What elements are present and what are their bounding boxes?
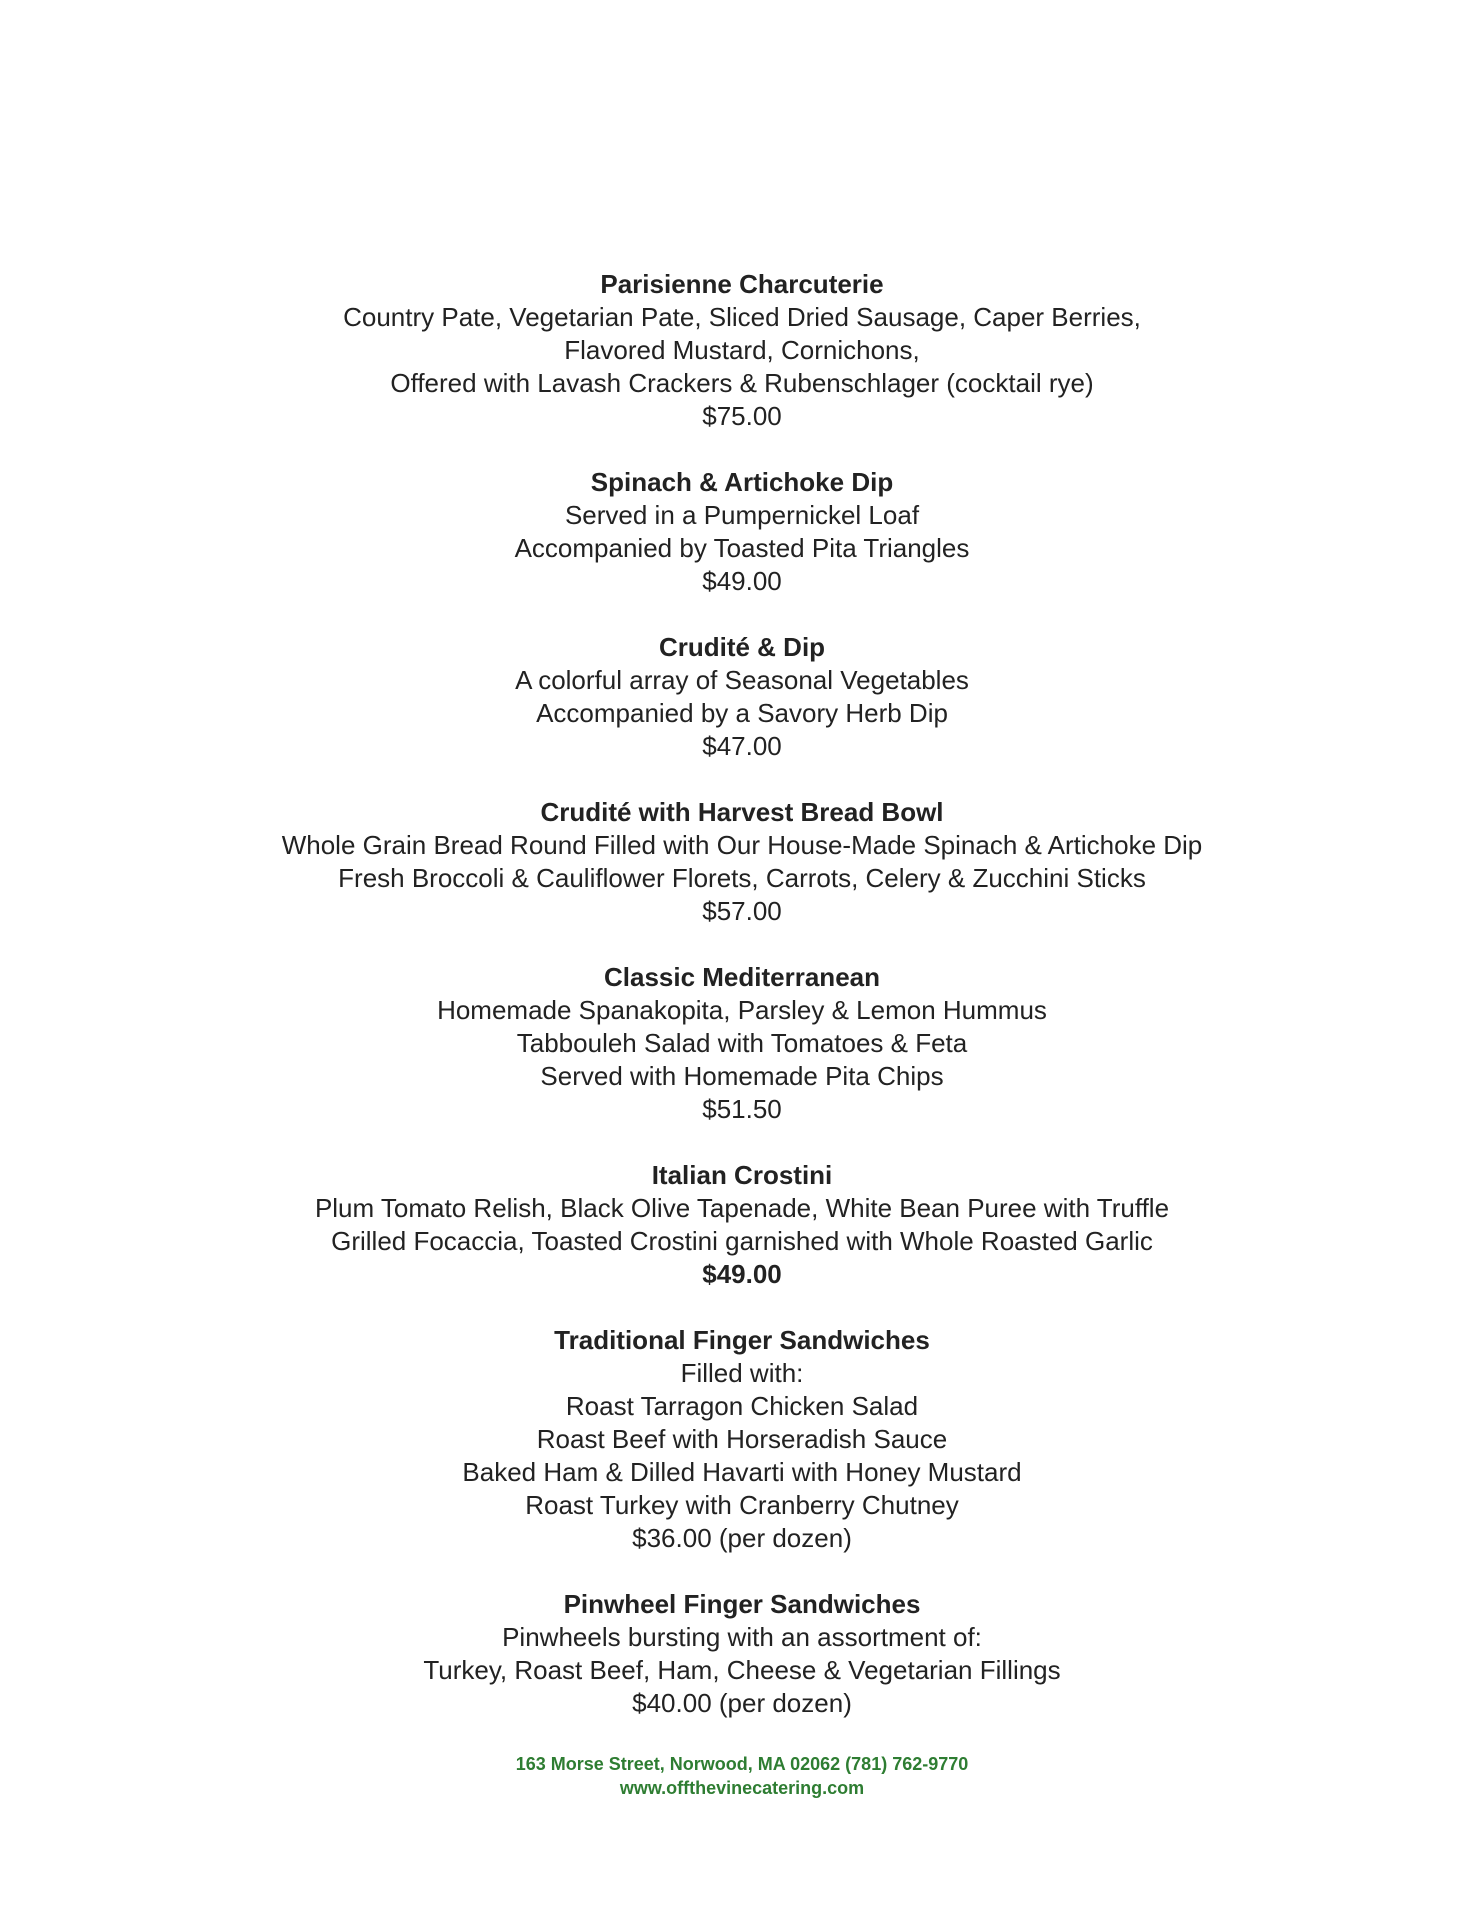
item-description-line: Accompanied by a Savory Herb Dip — [536, 698, 948, 728]
item-description-line: Roast Tarragon Chicken Salad — [565, 1391, 919, 1421]
item-price: $49.00 — [702, 566, 782, 596]
item-description-line: Country Pate, Vegetarian Pate, Sliced Dried Sausage, Caper Berries, — [343, 302, 1141, 332]
item-description-line: A colorful array of Seasonal Vegetables — [515, 665, 969, 695]
item-description-line: Roast Turkey with Cranberry Chutney — [525, 1490, 959, 1520]
footer-website-link[interactable]: www.offthevinecatering.com — [619, 1778, 865, 1798]
menu-item-spinach-artichoke-dip — [0, 466, 1484, 598]
item-price: $51.50 — [702, 1094, 782, 1124]
item-description-line: Served with Homemade Pita Chips — [540, 1061, 944, 1091]
item-description-line: Roast Beef with Horseradish Sauce — [536, 1424, 948, 1454]
item-price: $36.00 (per dozen) — [632, 1523, 852, 1553]
item-title: Pinwheel Finger Sandwiches — [563, 1589, 921, 1619]
item-description-line: Baked Ham & Dilled Havarti with Honey Mustard — [462, 1457, 1022, 1487]
catering-menu — [0, 268, 1484, 1753]
item-title: Crudité & Dip — [658, 632, 826, 662]
item-description-line: Homemade Spanakopita, Parsley & Lemon Hummus — [437, 995, 1047, 1025]
menu-item-italian-crostini — [0, 1159, 1484, 1291]
item-price: $47.00 — [702, 731, 782, 761]
menu-item-traditional-finger-sandwiches — [0, 1324, 1484, 1555]
item-description-line: Plum Tomato Relish, Black Olive Tapenade, White Bean Puree with Truffle — [314, 1193, 1170, 1223]
item-title: Italian Crostini — [651, 1160, 833, 1190]
item-description-line: Served in a Pumpernickel Loaf — [564, 500, 920, 530]
item-price: $57.00 — [702, 896, 782, 926]
item-title: Crudité with Harvest Bread Bowl — [540, 797, 944, 827]
menu-item-crudite-dip — [0, 631, 1484, 763]
item-description-line: Filled with: — [680, 1358, 804, 1388]
menu-item-crudite-harvest-bread-bowl — [0, 796, 1484, 928]
menu-item-pinwheel-finger-sandwiches — [0, 1588, 1484, 1720]
item-description-line: Tabbouleh Salad with Tomatoes & Feta — [516, 1028, 968, 1058]
item-description-line: Grilled Focaccia, Toasted Crostini garnished with Whole Roasted Garlic — [331, 1226, 1153, 1256]
item-title: Traditional Finger Sandwiches — [554, 1325, 930, 1355]
item-title: Classic Mediterranean — [603, 962, 880, 992]
item-description-line: Flavored Mustard, Cornichons, — [564, 335, 920, 365]
footer-contact — [0, 1752, 1484, 1800]
item-price: $75.00 — [702, 401, 782, 431]
item-title: Parisienne Charcuterie — [600, 269, 884, 299]
item-description-line: Turkey, Roast Beef, Ham, Cheese & Vegetarian Fillings — [423, 1655, 1061, 1685]
menu-item-parisienne-charcuterie — [0, 268, 1484, 433]
item-description-line: Whole Grain Bread Round Filled with Our House-Made Spinach & Artichoke Dip — [281, 830, 1203, 860]
item-description-line: Pinwheels bursting with an assortment of: — [502, 1622, 982, 1652]
item-price: $40.00 (per dozen) — [632, 1688, 852, 1718]
item-description-line: Offered with Lavash Crackers & Rubenschlager (cocktail rye) — [390, 368, 1094, 398]
footer-address: 163 Morse Street, Norwood, MA 02062 (781) 762-9770 — [515, 1754, 969, 1774]
item-description-line: Accompanied by Toasted Pita Triangles — [514, 533, 970, 563]
item-description-line: Fresh Broccoli & Cauliflower Florets, Carrots, Celery & Zucchini Sticks — [338, 863, 1146, 893]
menu-item-classic-mediterranean — [0, 961, 1484, 1126]
item-price: $49.00 — [702, 1259, 782, 1289]
item-title: Spinach & Artichoke Dip — [590, 467, 894, 497]
